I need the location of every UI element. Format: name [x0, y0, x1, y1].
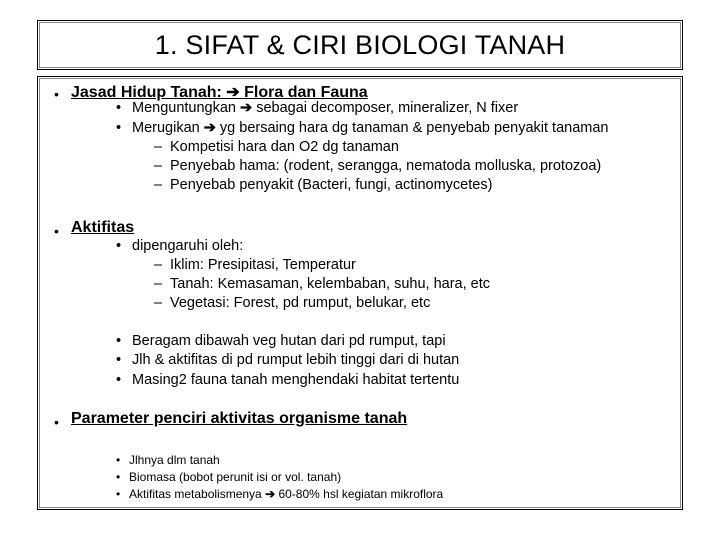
list-item: • Aktifitas metabolismenya ➔ 60-80% hsl kegiatan mikroflora	[116, 487, 444, 501]
arrow-right-icon: ➔	[240, 100, 253, 116]
section-heading: Parameter penciri aktivitas organisme tanah	[71, 410, 408, 427]
title-box	[37, 20, 683, 70]
arrow-right-icon: ➔	[226, 84, 240, 101]
bullet: •	[54, 86, 59, 102]
section-heading: Jasad Hidup Tanah: ➔ Flora dan Fauna	[71, 84, 368, 101]
bullet: •	[54, 414, 59, 430]
sub-list-item: – Tanah: Kemasaman, kelembaban, suhu, hara, etc	[154, 276, 490, 292]
slide-title: 1. SIFAT & CIRI BIOLOGI TANAH	[154, 29, 566, 60]
arrow-right-icon: ➔	[265, 487, 276, 501]
section-heading: Aktifitas	[71, 219, 135, 236]
sub-list-item: – Kompetisi hara dan O2 dg tanaman	[154, 139, 399, 155]
sub-list-item: – Penyebab hama: (rodent, serangga, nematoda molluska, protozoa)	[154, 158, 602, 174]
list-item: • Jlh & aktifitas di pd rumput lebih tinggi dari di hutan	[116, 352, 460, 368]
sub-list-item: – Vegetasi: Forest, pd rumput, belukar, etc	[154, 295, 431, 311]
list-item: • dipengaruhi oleh:	[116, 238, 244, 254]
content-box	[37, 76, 683, 510]
sub-list-item: – Iklim: Presipitasi, Temperatur	[154, 257, 356, 273]
bullet: •	[54, 223, 59, 239]
list-item: • Menguntungkan ➔ sebagai decomposer, mineralizer, N fixer	[116, 100, 519, 116]
list-item: • Jlhnya dlm tanah	[116, 453, 220, 467]
arrow-right-icon: ➔	[203, 120, 216, 136]
list-item: • Merugikan ➔ yg bersaing hara dg tanaman & penyebab penyakit tanaman	[116, 120, 609, 136]
list-item: • Masing2 fauna tanah menghendaki habitat tertentu	[116, 372, 460, 388]
sub-list-item: – Penyebab penyakit (Bacteri, fungi, actinomycetes)	[154, 177, 493, 193]
list-item: • Biomasa (bobot perunit isi or vol. tanah)	[116, 470, 342, 484]
list-item: • Beragam dibawah veg hutan dari pd rumput, tapi	[116, 333, 446, 349]
